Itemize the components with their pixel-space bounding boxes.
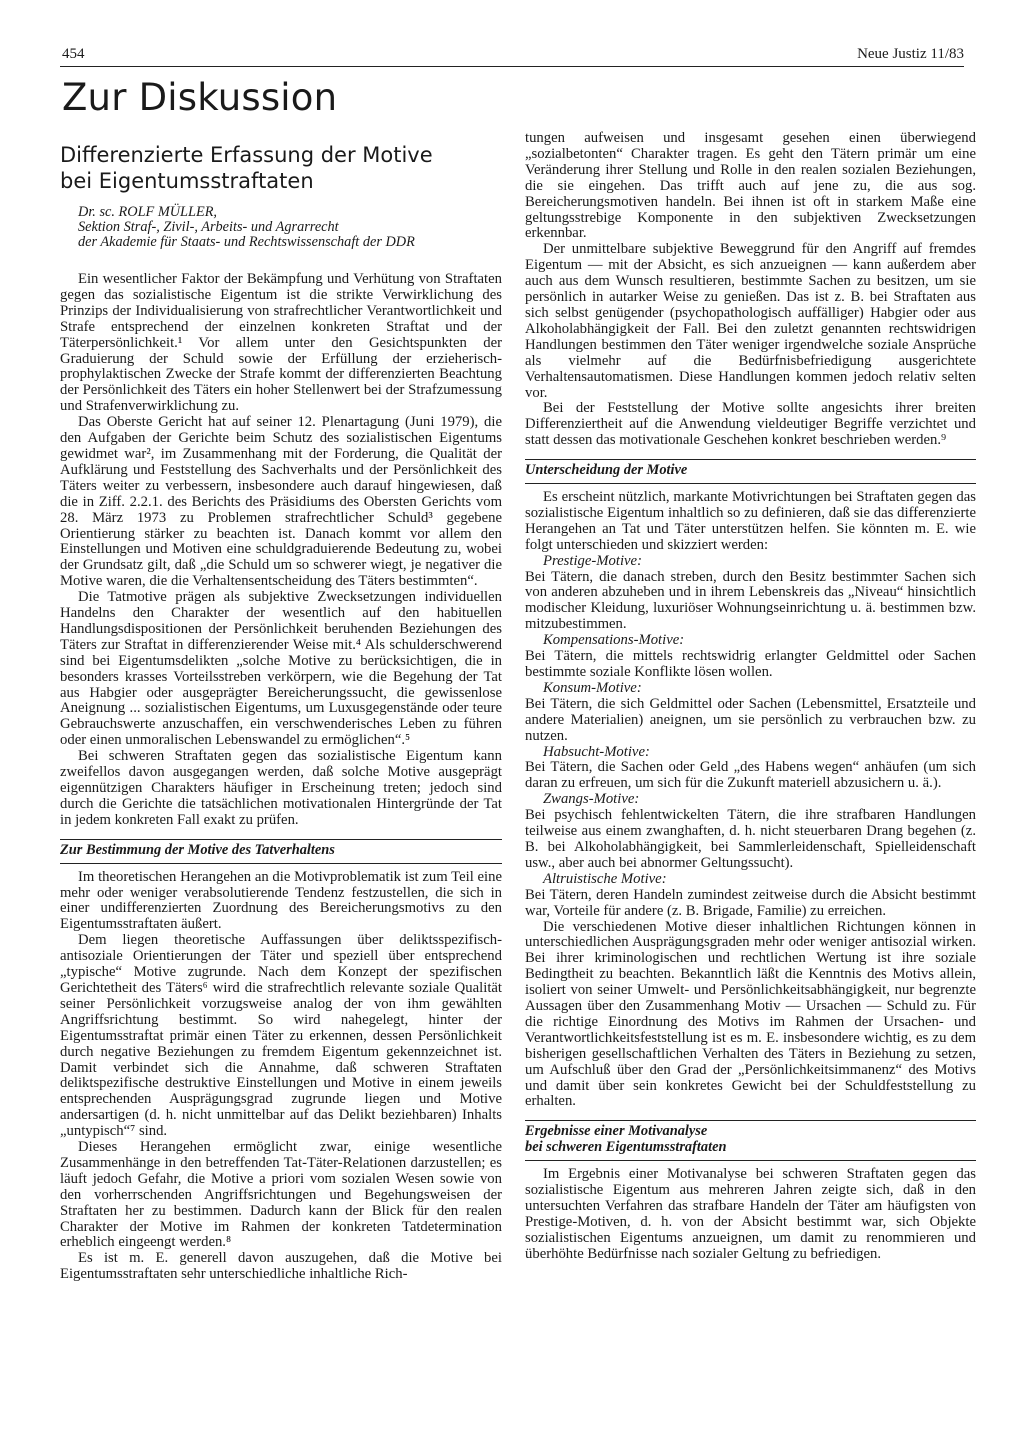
subheading-box [525,459,976,484]
motive-text: Bei Tätern, die sich Geldmittel oder Sachen (Lebensmittel, Ersatzteile und andere Materialien) aneignen, um sie persönlich zu verbrauchen bzw. zu nutzen. [525,695,976,744]
paragraph: Im theoretischen Herangehen an die Motivproblematik ist zum Teil eine mehr oder weniger verabsolutierende Tendenz festzustellen, die sich in einer undifferenzierten Zuordnung des Bereicherungsmotivs zu den Eigentumsstraftaten äußert. [60,868,502,933]
paragraph: Es erscheint nützlich, markante Motivrichtungen bei Straftaten gegen das sozialistische Eigentum inhaltlich so zu definieren, daß sie das differenzierte Herangehen an Tat und Täter unterstützen helfen. Sie könnten m. E. wie folgt unterschieden und skizziert werden: [525,489,976,553]
author-name: Dr. sc. ROLF MÜLLER, [78,204,218,220]
subheading-line1: Ergebnisse einer Motivanalyse [525,1123,708,1140]
paragraph: Die verschiedenen Motive dieser inhaltlichen Richtungen können in unterschiedlichen Ausprägungsgraden mehr oder weniger antisozial wirken. Bei ihrer kriminologischen und rechtlichen Wertung ist ihre soziale Bedingtheit zu beachten. Bekanntlich läßt die Kenntnis des Motivs allein, isoliert von seiner Umwelt- und Persönlichkeitsabhängigkeit, nur begrenzte Aussagen über den Zusammenhang Motiv — Ursachen — Schuld zu. Für die richtige Einordnung des Motivs im Rahmen der Ursachen- und Verantwortlichkeitsfeststellung ist es m. E. insbesondere wichtig, es zu dem bisherigen gesellschaftlichen Verhalten des Täters in Beziehung zu setzen, um Aufschluß über den Grad der „Persönlichkeitsimmanenz“ des Motivs und damit über sein konkretes Gewicht bei der Schuldfeststellung zu erhalten. [525,918,976,1110]
article-title-line1: Differenzierte Erfassung der Motive [60,143,433,167]
running-header [62,42,964,64]
article-title [60,142,502,194]
header-rule [60,66,964,67]
motive-text: Bei Tätern, die Sachen oder Geld „des Habens wegen“ anhäufen (um sich daran zu erfreuen, um sich für die Zukunft materiell abzusichern u. ä.). [525,759,976,792]
subheading-line2: bei schweren Eigentumsstraftaten [525,1139,727,1156]
subheading-box [525,1120,976,1161]
paragraph: Es ist m. E. generell davon auszugehen, daß die Motive bei Eigentumsstraftaten sehr unterschiedliche inhaltliche Rich- [60,1250,502,1283]
paragraph: Im Ergebnis einer Motivanalyse bei schweren Straftaten gegen das sozialistische Eigentum aus mehreren Jahren zeigte sich, daß in den untersuchten Verfahren das strafbare Handeln der Täter am häufigsten von Prestige-Motiven, d. h. von der Absicht bestimmt war, sich Objekte sozialistischen Eigentums anzueignen, um damit zu renommieren und überhöhte Bedürfnisse nach sozialer Geltung zu befriedigen. [525,1166,976,1262]
motive-label: Habsucht-Motive: [543,743,650,760]
article-title-line2: bei Eigentumsstraftaten [60,169,314,193]
page-number: 454 [62,46,85,62]
motive-text: Bei Tätern, die mittels rechtswidrig erlangter Geldmittel oder Sachen bestimmte soziale Konflikte lösen wollen. [525,648,976,680]
subheading: Unterscheidung der Motive [525,462,688,479]
paragraph: tungen aufweisen und insgesamt gesehen einen überwiegend „sozialbetonten“ Charakter tragen. Es geht den Tätern primär um eine Veränderung ihrer Stellung und Rolle in den realen sozialen Beziehungen, die sie eingehen. Das trifft auch auf jene zu, die aus sog. Bereicherungsmotiven handeln. Bei ihnen ist oft in starkem Maße eine geltungsstrebige Komponente in den subjektiven Zwecksetzungen erkennbar. [525,130,976,242]
motive-label: Konsum-Motive: [543,679,642,696]
left-column [60,138,502,1283]
paragraph: Die Tatmotive prägen als subjektive Zwecksetzungen individuellen Handelns den Charakter der wesentlich auf den habituellen Handlungsdispositionen der Persönlichkeit beruhenden Beziehungen des Täters zur Straftat in differenzierender Weise mit.⁴ Als schulderschwerend sind bei Eigentumsdelikten „solche Motive zu berücksichtigen, die in besonders krasses Vorteilsstreben verkörpern, wie die Begehung der Tat aus Habgier oder ausgeprägter Bereicherungssucht, die gewissenlose Aneignung ... sozialistischen Eigentums, um Luxusgegenstände oder teure Gebrauchswerte anzuschaffen, ein verschwenderisches Leben zu führen oder einen unmoralischen Lebenswandel zu ermöglichen“.⁵ [60,589,502,749]
subheading: Zur Bestimmung der Motive des Tatverhaltens [60,841,335,858]
paragraph: Dieses Herangehen ermöglicht zwar, einige wesentliche Zusammenhänge in den betreffenden Tat-Täter-Relationen darzustellen; es läuft jedoch Gefahr, die Motive a priori vom sozialen Wesen sowie von den vorherrschenden Angriffsrichtungen und Begehungsweisen der Straftaten her zu bestimmen. Dadurch kann der Blick für den realen Charakter der Motive im Rahmen der konkreten Tatdetermination erheblich eingeengt werden.⁸ [60,1139,502,1251]
motive-label: Zwangs-Motive: [543,791,640,808]
author-block [60,205,502,250]
motive-label: Prestige-Motive: [543,552,642,569]
subheading-box [60,839,502,864]
right-column [525,131,976,1263]
motive-text: Bei psychisch fehlentwickelten Tätern, die ihre strafbaren Handlungen teilweise aus einem zwanghaften, d. h. nicht steuerbaren Drang begehen (z. B. bei Alkoholabhängigkeit, bei Sammlerleidenschaft, Spielleidenschaft usw., aber auch bei abnormer Geltungssucht). [525,807,976,871]
motive-text: Bei Tätern, die danach streben, durch den Besitz bestimmter Sachen sich von anderen abzuheben und in ihrem Lebenskreis das „Niveau“ hinsichtlich modischer Kleidung, luxuriöser Wohnungseinrichtung u. ä. bestimmen bzw. mitzubestimmen. [525,568,976,633]
journal-issue: Neue Justiz 11/83 [857,46,964,62]
motive-label: Kompensations-Motive: [543,632,685,649]
paragraph: Der unmittelbare subjektive Beweggrund für den Angriff auf fremdes Eigentum — mit der Absicht, es sich anzueignen — kann außerdem aber auch aus dem Wunsch resultieren, bestimmte Sachen zu besitzen, um sie persönlich in autarker Weise zu genießen. Das ist z. B. bei Straftaten aus sich selbst genügender (psychopathologisch auffälliger) Habgier oder aus Alkoholabhängigkeit der Fall. Bei den zuletzt genannten rechtswidrigen Handlungen bestimmen den Täter weniger irgendwelche soziale Ansprüche als vielmehr auf die Bedürfnisbefriedigung ausgerichtete Verhaltensautomatismen. Diese Handlungen kommen jedoch relativ selten vor. [525,241,976,401]
paragraph: Ein wesentlicher Faktor der Bekämpfung und Verhütung von Straftaten gegen das sozialistische Eigentum ist die strikte Verwirklichung des Prinzips der Individualisierung von strafrechtlicher Verantwortlichkeit und Strafe entsprechend der einzelnen konkreten Straftat und der Täterpersönlichkeit.¹ Vor allem unter den Gesichtspunkten der Graduierung der Schuld sowie der Erfüllung der erzieherisch-prophylaktischen Zwecke der Strafe kommt der differenzierten Beachtung der Persönlichkeit des Täters ein hoher Stellenwert bei der Strafzumessung und Strafenverwirklichung zu. [60,271,502,415]
paragraph: Bei schweren Straftaten gegen das sozialistische Eigentum kann zweifellos davon ausgegangen werden, daß solche Motive ausgeprägt eigennützigen Charakters häufiger in Erscheinung treten; jedoch sind durch die Gerichte die tatsächlichen motivationalen Hintergründe der Tat in jedem konkreten Fall exakt zu prüfen. [60,748,502,828]
motive-text: Bei Tätern, deren Handeln zumindest zeitweise durch die Absicht bestimmt war, Vorteile für andere (z. B. Brigade, Familie) zu erreichen. [525,886,976,919]
section-title: Zur Diskussion [62,76,338,119]
author-affiliation-1: Sektion Straf-, Zivil-, Arbeits- und Agrarrecht [78,219,339,235]
paragraph: Das Oberste Gericht hat auf seiner 12. Plenartagung (Juni 1979), die den Aufgaben der Gerichte beim Schutz des sozialistischen Eigentums gewidmet war², im Zusammenhang mit der Forderung, die Qualität der Aufklärung und Feststellung des Sachverhalts und der Persönlichkeit des Täters weiter zu verbessern, insbesondere auch darauf hingewiesen, daß die in Ziff. 2.2.1. des Berichts des Präsidiums des Obersten Gerichts vom 28. März 1973 zu Problemen strafrechtlicher Schuld³ gegebene Orientierung stärker zu beachten ist. Danach kommt vor allem den Einstellungen und Motiven eine schuldgraduierende Bedeutung zu, wobei der Grundsatz gilt, daß „die Schuld um so schwerer wiegt, je negativer die Motive waren, die die Verhaltensentscheidung des Täters bestimmten“. [60,414,502,590]
motive-label: Altruistische Motive: [543,870,667,887]
author-affiliation-2: der Akademie für Staats- und Rechtswissenschaft der DDR [78,234,415,250]
paragraph: Bei der Feststellung der Motive sollte angesichts ihrer breiten Differenziertheit auf die Anwendung vieldeutiger Begriffe verzichtet und statt dessen das motivationale Geschehen konkret beschrieben werden.⁹ [525,400,976,449]
paragraph: Dem liegen theoretische Auffassungen über deliktsspezifisch-antisoziale Orientierungen der Täter und speziell über entsprechend „typische“ Motive zugrunde. Nach dem Konzept der spezifischen Gerichtetheit des Täters⁶ wird die strafrechtlich relevante soziale Qualität seiner Persönlichkeit vorzugsweise analog der von ihm gewählten Angriffsrichtung bestimmt. So wird nahegelegt, hinter der Eigentumsstraftat primär einen Täter zu erkennen, dessen Persönlichkeit durch negative Beziehungen zu fremdem Eigentum gekennzeichnet ist. Damit verbindet sich die Annahme, daß schweren Straftaten deliktspezifische destruktive Einstellungen und Motive in einem jeweils entsprechenden Ausprägungsgrad zugrunde liegen und Motive andersartigen (d. h. nicht unmittelbar auf das Delikt beziehbaren) Inhalts „untypisch“⁷ sind. [60,932,502,1140]
